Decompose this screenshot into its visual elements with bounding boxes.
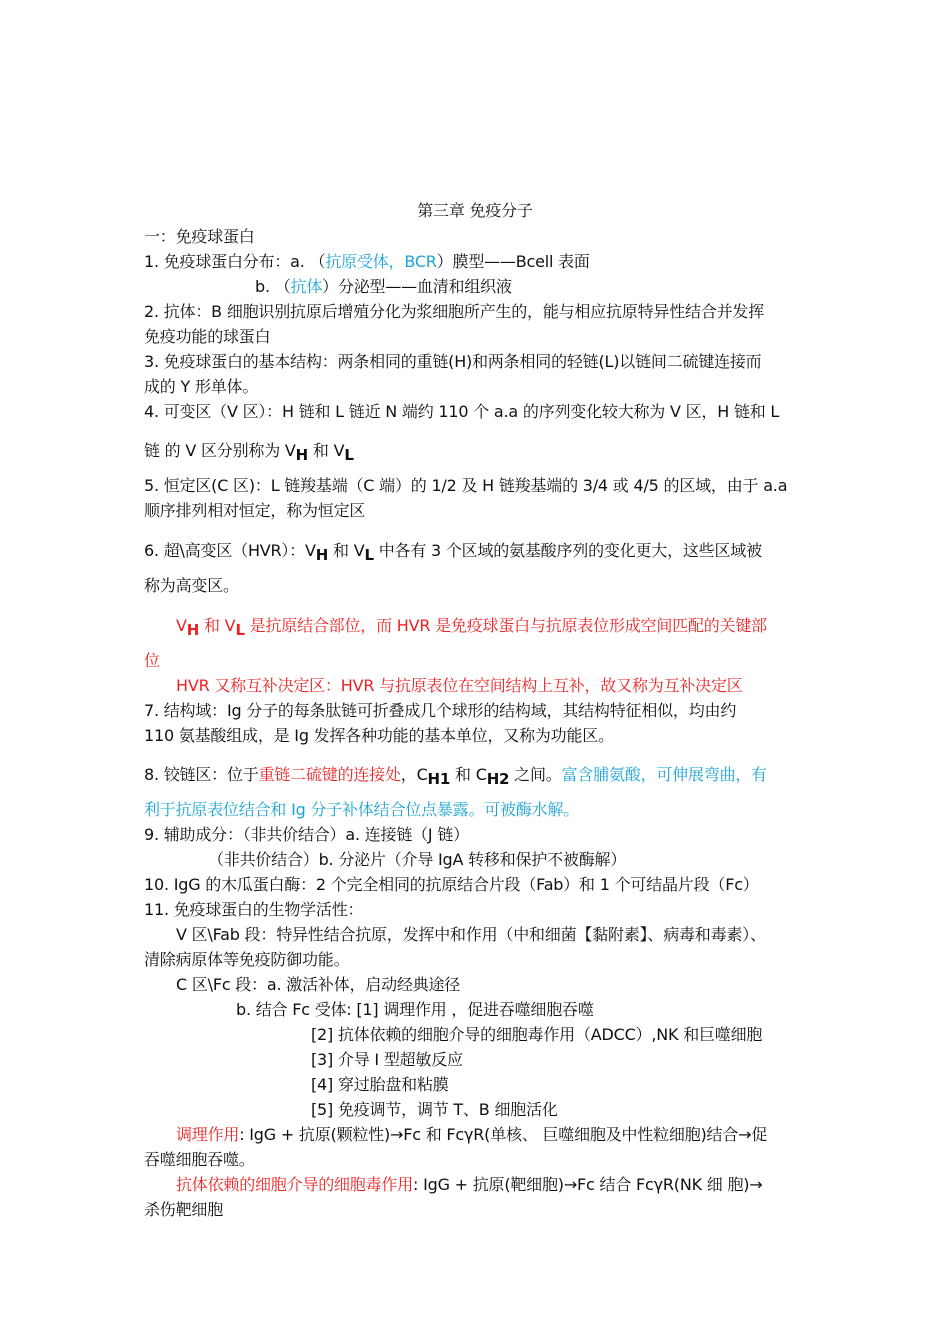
highlight-red: 调理作用 xyxy=(176,1125,240,1144)
item11-v-line2: 清除病原体等免疫防御功能。 xyxy=(144,950,350,969)
text: 和 V xyxy=(199,616,236,635)
item4-line1: 4. 可变区（V 区）：H 链和 L 链近 N 端约 110 个 a.a 的序列变化较大称为 V 区，H 链和 L xyxy=(144,402,780,421)
text: V xyxy=(176,616,187,635)
subscript: H2 xyxy=(486,770,510,788)
subscript: L xyxy=(364,546,374,564)
opsonization-line2: 吞噬细胞吞噬。 xyxy=(144,1150,255,1169)
text: 1. 免疫球蛋白分布：a. （ xyxy=(144,252,326,271)
highlight-blue: 抗原受体，BCR xyxy=(325,252,437,271)
text: 6. 超\高变区（HVR）：V xyxy=(144,541,316,560)
text: 和 V xyxy=(328,541,365,560)
item11-sub3: [3] 介导 I 型超敏反应 xyxy=(311,1050,463,1069)
subscript: H xyxy=(315,546,329,564)
text: ）膜型——Bcell 表面 xyxy=(436,252,590,271)
item11-b-line: b. 结合 Fc 受体: [1] 调理作用 ，促进吞噬细胞吞噬 xyxy=(236,1000,594,1019)
text: 8. 铰链区：位于 xyxy=(144,765,259,784)
highlight-red: 重链二硫键的连接处 xyxy=(258,765,401,784)
subscript: H1 xyxy=(427,770,451,788)
item6-line2: 称为高变区。 xyxy=(144,576,239,595)
highlight-blue: 富含脯氨酸，可伸展弯曲，有 xyxy=(561,765,767,784)
adcc-line2: 杀伤靶细胞 xyxy=(144,1200,224,1219)
note1-line2: 位 xyxy=(144,651,160,670)
item9-line2: （非共价结合）b. 分泌片（介导 IgA 转移和保护不被酶解） xyxy=(208,850,627,869)
item11-line1: 11. 免疫球蛋白的生物学活性： xyxy=(144,900,364,919)
text: 是抗原结合部位，而 HVR 是免疫球蛋白与抗原表位形成空间匹配的关键部 xyxy=(244,616,767,635)
item6-line1 xyxy=(144,540,762,562)
text: 和 V xyxy=(308,441,345,460)
item2-line1: 2. 抗体：B 细胞识别抗原后增殖分化为浆细胞所产生的，能与相应抗原特异性结合并发挥 xyxy=(144,302,765,321)
item1-line-a xyxy=(144,251,590,273)
item5-line1: 5. 恒定区(C 区)：L 链羧基端（C 端）的 1/2 及 H 链羧基端的 3/4 或 4/5 的区域，由于 a.a xyxy=(144,476,788,495)
text: : IgG + 抗原(靶细胞)→Fc 结合 FcγR(NK 细 胞)→ xyxy=(413,1175,763,1194)
item11-sub4: [4] 穿过胎盘和粘膜 xyxy=(311,1075,449,1094)
item11-sub5: [5] 免疫调节，调节 T、B 细胞活化 xyxy=(311,1100,558,1119)
item1-line-b xyxy=(255,276,512,298)
text: 和 C xyxy=(450,765,487,784)
item7-line1: 7. 结构域：Ig 分子的每条肽链可折叠成几个球形的结构域，其结构特征相似，均由约 xyxy=(144,701,737,720)
note2: HVR 又称互补决定区：HVR 与抗原表位在空间结构上互补，故又称为互补决定区 xyxy=(176,676,743,695)
opsonization-line1 xyxy=(176,1124,767,1146)
item2-line2: 免疫功能的球蛋白 xyxy=(144,327,271,346)
text: ，C xyxy=(400,765,428,784)
text: 链 的 V 区分别称为 V xyxy=(144,441,296,460)
item3-line2: 成的 Y 形单体。 xyxy=(144,377,259,396)
item11-v-line1: V 区\Fab 段：特异性结合抗原，发挥中和作用（中和细菌【黏附素】、病毒和毒素）、 xyxy=(176,925,766,944)
item8-line2: 利于抗原表位结合和 Ig 分子补体结合位点暴露。可被酶水解。 xyxy=(144,800,580,819)
item3-line1: 3. 免疫球蛋白的基本结构：两条相同的重链(H)和两条相同的轻链(L)以链间二硫键连接而 xyxy=(144,352,762,371)
text: : IgG + 抗原(颗粒性)→Fc 和 FcγR(单核、 巨噬细胞及中性粒细胞)结合→促 xyxy=(239,1125,768,1144)
subscript: H xyxy=(295,446,308,464)
text: 之间。 xyxy=(509,765,562,784)
note1-line1 xyxy=(176,615,767,637)
adcc-line1 xyxy=(176,1174,763,1196)
subscript: L xyxy=(235,621,245,639)
subscript: H xyxy=(186,621,200,639)
item9-line1: 9. 辅助成分：（非共价结合）a. 连接链（J 链） xyxy=(144,825,469,844)
item11-c-line: C 区\Fc 段：a. 激活补体，启动经典途径 xyxy=(176,975,461,994)
item11-sub2: [2] 抗体依赖的细胞介导的细胞毒作用（ADCC）,NK 和巨噬细胞 xyxy=(311,1025,763,1044)
text: ）分泌型——血清和组织液 xyxy=(322,277,512,296)
item5-line2: 顺序排列相对恒定，称为恒定区 xyxy=(144,501,366,520)
subscript: L xyxy=(344,446,354,464)
item8-line1 xyxy=(144,764,767,786)
text: 中各有 3 个区域的氨基酸序列的变化更大，这些区域被 xyxy=(373,541,762,560)
section-heading: 一：免疫球蛋白 xyxy=(144,227,255,246)
item7-line2: 110 氨基酸组成，是 Ig 发挥各种功能的基本单位，又称为功能区。 xyxy=(144,726,614,745)
item10: 10. IgG 的木瓜蛋白酶：2 个完全相同的抗原结合片段（Fab）和 1 个可结晶片段（Fc） xyxy=(144,875,759,894)
highlight-red: 抗体依赖的细胞介导的细胞毒作用 xyxy=(176,1175,414,1194)
highlight-blue: 抗体 xyxy=(290,277,323,296)
page-title: 第三章 免疫分子 xyxy=(417,201,533,220)
text: b. （ xyxy=(255,277,291,296)
item4-line2 xyxy=(144,440,354,462)
